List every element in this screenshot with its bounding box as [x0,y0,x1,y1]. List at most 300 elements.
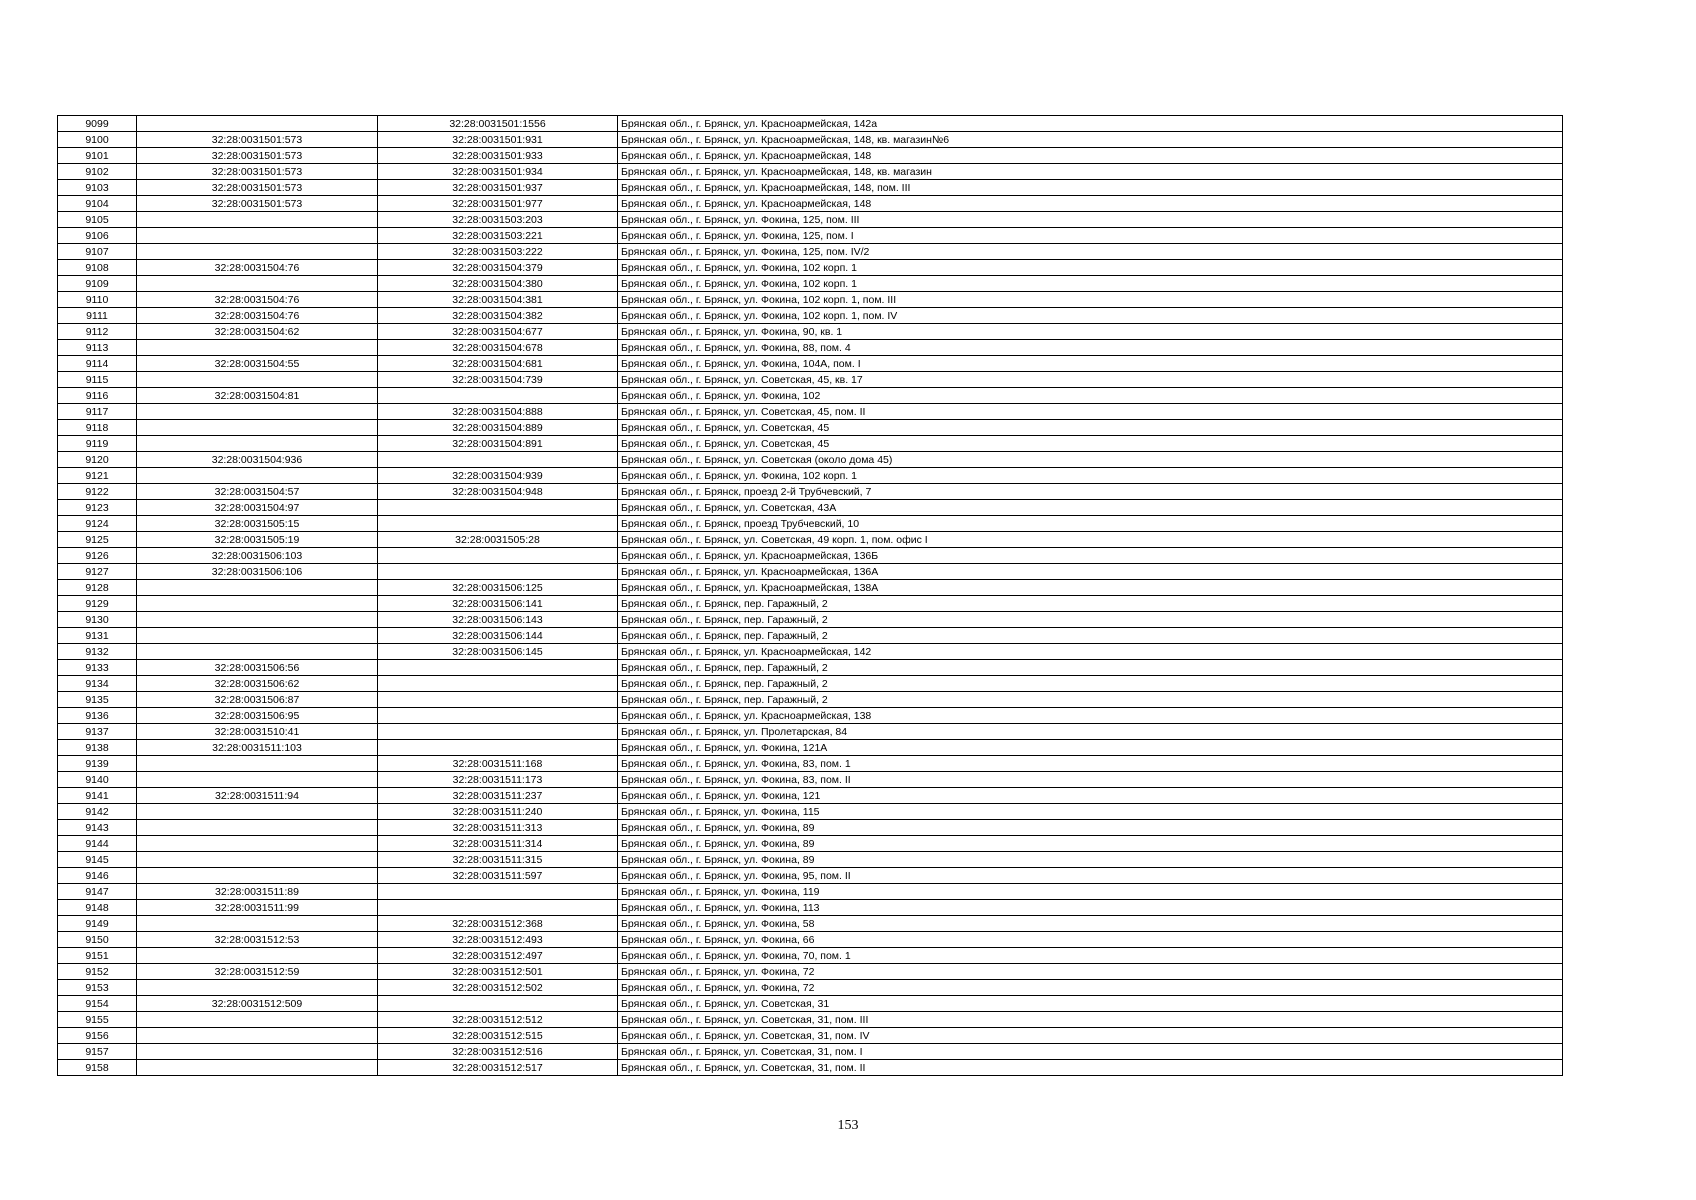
object-cadastral-cell: 32:28:0031511:315 [378,852,618,868]
address-cell: Брянская обл., г. Брянск, ул. Фокина, 90, кв. 1 [618,324,1563,340]
land-plot-cadastral-cell: 32:28:0031506:103 [137,548,378,564]
address-cell: Брянская обл., г. Брянск, ул. Фокина, 95, пом. II [618,868,1563,884]
object-cadastral-cell: 32:28:0031503:222 [378,244,618,260]
address-cell: Брянская обл., г. Брянск, ул. Фокина, 121 [618,788,1563,804]
table-row [58,980,1563,996]
address-cell: Брянская обл., г. Брянск, ул. Фокина, 102 корп. 1 [618,468,1563,484]
row-number-cell: 9119 [58,436,137,452]
row-number-cell: 9149 [58,916,137,932]
row-number-cell: 9108 [58,260,137,276]
land-plot-cadastral-cell: 32:28:0031512:59 [137,964,378,980]
object-cadastral-cell: 32:28:0031501:934 [378,164,618,180]
land-plot-cadastral-cell: 32:28:0031501:573 [137,164,378,180]
land-plot-cadastral-cell: 32:28:0031504:55 [137,356,378,372]
land-plot-cadastral-cell: 32:28:0031504:76 [137,292,378,308]
object-cadastral-cell [378,452,618,468]
row-number-cell: 9137 [58,724,137,740]
land-plot-cadastral-cell [137,772,378,788]
table-row [58,532,1563,548]
table-row [58,996,1563,1012]
address-cell: Брянская обл., г. Брянск, ул. Красноармейская, 136А [618,564,1563,580]
row-number-cell: 9126 [58,548,137,564]
address-cell: Брянская обл., г. Брянск, ул. Фокина, 121А [618,740,1563,756]
table-row [58,756,1563,772]
address-cell: Брянская обл., г. Брянск, ул. Советская, 31, пом. IV [618,1028,1563,1044]
address-cell: Брянская обл., г. Брянск, ул. Красноармейская, 148 [618,196,1563,212]
land-plot-cadastral-cell [137,948,378,964]
row-number-cell: 9099 [58,116,137,132]
table-row [58,1044,1563,1060]
land-plot-cadastral-cell: 32:28:0031512:53 [137,932,378,948]
address-cell: Брянская обл., г. Брянск, ул. Красноармейская, 142 [618,644,1563,660]
object-cadastral-cell: 32:28:0031512:517 [378,1060,618,1076]
address-cell: Брянская обл., г. Брянск, ул. Фокина, 102 корп. 1 [618,276,1563,292]
table-row [58,196,1563,212]
address-cell: Брянская обл., г. Брянск, ул. Красноармейская, 142а [618,116,1563,132]
address-cell: Брянская обл., г. Брянск, ул. Пролетарская, 84 [618,724,1563,740]
row-number-cell: 9157 [58,1044,137,1060]
object-cadastral-cell: 32:28:0031506:141 [378,596,618,612]
table-row [58,180,1563,196]
land-plot-cadastral-cell: 32:28:0031506:56 [137,660,378,676]
object-cadastral-cell: 32:28:0031506:144 [378,628,618,644]
table-row [58,900,1563,916]
object-cadastral-cell: 32:28:0031501:1556 [378,116,618,132]
table-row [58,260,1563,276]
row-number-cell: 9117 [58,404,137,420]
address-cell: Брянская обл., г. Брянск, ул. Фокина, 88, пом. 4 [618,340,1563,356]
row-number-cell: 9100 [58,132,137,148]
object-cadastral-cell: 32:28:0031511:168 [378,756,618,772]
table-row [58,324,1563,340]
table-row [58,548,1563,564]
land-plot-cadastral-cell: 32:28:0031506:95 [137,708,378,724]
row-number-cell: 9109 [58,276,137,292]
table-row [58,596,1563,612]
row-number-cell: 9106 [58,228,137,244]
object-cadastral-cell: 32:28:0031504:739 [378,372,618,388]
row-number-cell: 9148 [58,900,137,916]
row-number-cell: 9152 [58,964,137,980]
row-number-cell: 9122 [58,484,137,500]
address-cell: Брянская обл., г. Брянск, ул. Красноармейская, 148, кв. магазин [618,164,1563,180]
object-cadastral-cell: 32:28:0031504:888 [378,404,618,420]
land-plot-cadastral-cell [137,212,378,228]
land-plot-cadastral-cell [137,836,378,852]
object-cadastral-cell: 32:28:0031504:889 [378,420,618,436]
address-cell: Брянская обл., г. Брянск, ул. Фокина, 58 [618,916,1563,932]
land-plot-cadastral-cell [137,244,378,260]
row-number-cell: 9145 [58,852,137,868]
land-plot-cadastral-cell: 32:28:0031501:573 [137,148,378,164]
row-number-cell: 9141 [58,788,137,804]
row-number-cell: 9135 [58,692,137,708]
land-plot-cadastral-cell [137,116,378,132]
address-cell: Брянская обл., г. Брянск, ул. Советская, 45 [618,436,1563,452]
land-plot-cadastral-cell [137,612,378,628]
address-cell: Брянская обл., г. Брянск, ул. Советская, 45 [618,420,1563,436]
row-number-cell: 9103 [58,180,137,196]
row-number-cell: 9151 [58,948,137,964]
object-cadastral-cell: 32:28:0031512:493 [378,932,618,948]
land-plot-cadastral-cell: 32:28:0031504:81 [137,388,378,404]
row-number-cell: 9139 [58,756,137,772]
row-number-cell: 9105 [58,212,137,228]
address-cell: Брянская обл., г. Брянск, ул. Фокина, 72 [618,964,1563,980]
row-number-cell: 9144 [58,836,137,852]
table-row [58,420,1563,436]
address-cell: Брянская обл., г. Брянск, ул. Фокина, 115 [618,804,1563,820]
address-cell: Брянская обл., г. Брянск, пер. Гаражный, 2 [618,676,1563,692]
land-plot-cadastral-cell: 32:28:0031504:936 [137,452,378,468]
object-cadastral-cell: 32:28:0031504:681 [378,356,618,372]
table-row [58,868,1563,884]
object-cadastral-cell [378,996,618,1012]
table-row [58,276,1563,292]
address-cell: Брянская обл., г. Брянск, ул. Советская (около дома 45) [618,452,1563,468]
land-plot-cadastral-cell [137,436,378,452]
object-cadastral-cell: 32:28:0031506:145 [378,644,618,660]
table-row [58,788,1563,804]
object-cadastral-cell [378,516,618,532]
object-cadastral-cell: 32:28:0031501:933 [378,148,618,164]
row-number-cell: 9111 [58,308,137,324]
address-cell: Брянская обл., г. Брянск, ул. Красноармейская, 138А [618,580,1563,596]
object-cadastral-cell [378,548,618,564]
table-row [58,244,1563,260]
object-cadastral-cell: 32:28:0031505:28 [378,532,618,548]
land-plot-cadastral-cell [137,820,378,836]
table-row [58,468,1563,484]
table-row [58,740,1563,756]
address-cell: Брянская обл., г. Брянск, ул. Фокина, 89 [618,836,1563,852]
land-plot-cadastral-cell: 32:28:0031512:509 [137,996,378,1012]
object-cadastral-cell: 32:28:0031512:502 [378,980,618,996]
table-row [58,484,1563,500]
row-number-cell: 9112 [58,324,137,340]
land-plot-cadastral-cell: 32:28:0031506:106 [137,564,378,580]
address-cell: Брянская обл., г. Брянск, ул. Красноармейская, 136Б [618,548,1563,564]
land-plot-cadastral-cell [137,1012,378,1028]
object-cadastral-cell: 32:28:0031504:381 [378,292,618,308]
address-cell: Брянская обл., г. Брянск, ул. Красноармейская, 148, пом. III [618,180,1563,196]
object-cadastral-cell [378,692,618,708]
land-plot-cadastral-cell [137,596,378,612]
land-plot-cadastral-cell [137,628,378,644]
object-cadastral-cell: 32:28:0031504:379 [378,260,618,276]
object-cadastral-cell: 32:28:0031511:173 [378,772,618,788]
row-number-cell: 9128 [58,580,137,596]
address-cell: Брянская обл., г. Брянск, пер. Гаражный, 2 [618,628,1563,644]
object-cadastral-cell: 32:28:0031506:125 [378,580,618,596]
table-row [58,1028,1563,1044]
land-plot-cadastral-cell [137,916,378,932]
table-row [58,932,1563,948]
land-plot-cadastral-cell: 32:28:0031504:76 [137,308,378,324]
row-number-cell: 9113 [58,340,137,356]
object-cadastral-cell [378,660,618,676]
row-number-cell: 9110 [58,292,137,308]
table-row [58,164,1563,180]
row-number-cell: 9125 [58,532,137,548]
row-number-cell: 9155 [58,1012,137,1028]
object-cadastral-cell: 32:28:0031504:678 [378,340,618,356]
land-plot-cadastral-cell: 32:28:0031504:76 [137,260,378,276]
land-plot-cadastral-cell [137,228,378,244]
object-cadastral-cell [378,740,618,756]
table-row [58,644,1563,660]
land-plot-cadastral-cell [137,804,378,820]
row-number-cell: 9142 [58,804,137,820]
object-cadastral-cell: 32:28:0031511:237 [378,788,618,804]
row-number-cell: 9143 [58,820,137,836]
row-number-cell: 9130 [58,612,137,628]
row-number-cell: 9147 [58,884,137,900]
address-cell: Брянская обл., г. Брянск, пер. Гаражный, 2 [618,660,1563,676]
row-number-cell: 9121 [58,468,137,484]
table-row [58,964,1563,980]
table-row [58,1060,1563,1076]
land-plot-cadastral-cell [137,372,378,388]
table-row [58,308,1563,324]
table-row [58,356,1563,372]
object-cadastral-cell: 32:28:0031511:240 [378,804,618,820]
land-plot-cadastral-cell: 32:28:0031505:15 [137,516,378,532]
land-plot-cadastral-cell: 32:28:0031510:41 [137,724,378,740]
address-cell: Брянская обл., г. Брянск, ул. Советская, 43А [618,500,1563,516]
table-row [58,404,1563,420]
table-row [58,836,1563,852]
table-row [58,564,1563,580]
land-plot-cadastral-cell [137,276,378,292]
address-cell: Брянская обл., г. Брянск, ул. Советская, 31, пом. II [618,1060,1563,1076]
object-cadastral-cell: 32:28:0031504:939 [378,468,618,484]
address-cell: Брянская обл., г. Брянск, ул. Фокина, 70, пом. 1 [618,948,1563,964]
address-cell: Брянская обл., г. Брянск, ул. Фокина, 113 [618,900,1563,916]
table-row [58,660,1563,676]
land-plot-cadastral-cell [137,340,378,356]
address-cell: Брянская обл., г. Брянск, пер. Гаражный, 2 [618,692,1563,708]
address-cell: Брянская обл., г. Брянск, ул. Красноармейская, 138 [618,708,1563,724]
land-plot-cadastral-cell: 32:28:0031501:573 [137,132,378,148]
object-cadastral-cell [378,676,618,692]
row-number-cell: 9156 [58,1028,137,1044]
address-cell: Брянская обл., г. Брянск, ул. Фокина, 125, пом. III [618,212,1563,228]
object-cadastral-cell: 32:28:0031504:891 [378,436,618,452]
table-row [58,372,1563,388]
land-plot-cadastral-cell [137,580,378,596]
table-row [58,948,1563,964]
table-row [58,388,1563,404]
row-number-cell: 9146 [58,868,137,884]
address-cell: Брянская обл., г. Брянск, проезд Трубчевский, 10 [618,516,1563,532]
table-row [58,820,1563,836]
row-number-cell: 9102 [58,164,137,180]
object-cadastral-cell: 32:28:0031511:314 [378,836,618,852]
table-row [58,804,1563,820]
address-cell: Брянская обл., г. Брянск, ул. Фокина, 83, пом. 1 [618,756,1563,772]
row-number-cell: 9138 [58,740,137,756]
land-plot-cadastral-cell [137,468,378,484]
object-cadastral-cell [378,500,618,516]
registry-table [57,115,1563,1076]
table-row [58,916,1563,932]
land-plot-cadastral-cell: 32:28:0031511:99 [137,900,378,916]
land-plot-cadastral-cell: 32:28:0031511:94 [137,788,378,804]
object-cadastral-cell: 32:28:0031503:203 [378,212,618,228]
table-row [58,612,1563,628]
table-row [58,884,1563,900]
row-number-cell: 9131 [58,628,137,644]
table-row [58,212,1563,228]
address-cell: Брянская обл., г. Брянск, ул. Фокина, 89 [618,852,1563,868]
object-cadastral-cell: 32:28:0031511:313 [378,820,618,836]
object-cadastral-cell [378,708,618,724]
object-cadastral-cell: 32:28:0031504:948 [378,484,618,500]
table-row [58,116,1563,132]
table-row [58,692,1563,708]
object-cadastral-cell [378,388,618,404]
object-cadastral-cell: 32:28:0031503:221 [378,228,618,244]
address-cell: Брянская обл., г. Брянск, ул. Красноармейская, 148 [618,148,1563,164]
table-row [58,148,1563,164]
object-cadastral-cell: 32:28:0031501:937 [378,180,618,196]
row-number-cell: 9150 [58,932,137,948]
registry-table-body [58,116,1563,1076]
land-plot-cadastral-cell [137,1060,378,1076]
row-number-cell: 9134 [58,676,137,692]
table-row [58,1012,1563,1028]
object-cadastral-cell: 32:28:0031512:501 [378,964,618,980]
address-cell: Брянская обл., г. Брянск, ул. Фокина, 89 [618,820,1563,836]
table-row [58,132,1563,148]
row-number-cell: 9154 [58,996,137,1012]
land-plot-cadastral-cell: 32:28:0031511:89 [137,884,378,900]
address-cell: Брянская обл., г. Брянск, ул. Фокина, 102 корп. 1, пом. III [618,292,1563,308]
object-cadastral-cell [378,564,618,580]
address-cell: Брянская обл., г. Брянск, проезд 2-й Трубчевский, 7 [618,484,1563,500]
land-plot-cadastral-cell [137,644,378,660]
row-number-cell: 9140 [58,772,137,788]
row-number-cell: 9116 [58,388,137,404]
row-number-cell: 9133 [58,660,137,676]
row-number-cell: 9120 [58,452,137,468]
row-number-cell: 9136 [58,708,137,724]
object-cadastral-cell: 32:28:0031504:380 [378,276,618,292]
land-plot-cadastral-cell: 32:28:0031504:57 [137,484,378,500]
row-number-cell: 9123 [58,500,137,516]
table-row [58,340,1563,356]
table-row [58,500,1563,516]
object-cadastral-cell: 32:28:0031504:382 [378,308,618,324]
land-plot-cadastral-cell: 32:28:0031506:87 [137,692,378,708]
table-row [58,292,1563,308]
object-cadastral-cell [378,900,618,916]
address-cell: Брянская обл., г. Брянск, ул. Фокина, 125, пом. I [618,228,1563,244]
address-cell: Брянская обл., г. Брянск, ул. Фокина, 125, пом. IV/2 [618,244,1563,260]
row-number-cell: 9107 [58,244,137,260]
row-number-cell: 9124 [58,516,137,532]
land-plot-cadastral-cell: 32:28:0031506:62 [137,676,378,692]
address-cell: Брянская обл., г. Брянск, ул. Фокина, 104А, пом. I [618,356,1563,372]
row-number-cell: 9158 [58,1060,137,1076]
land-plot-cadastral-cell: 32:28:0031501:573 [137,196,378,212]
object-cadastral-cell: 32:28:0031501:931 [378,132,618,148]
row-number-cell: 9115 [58,372,137,388]
table-row [58,228,1563,244]
table-row [58,772,1563,788]
row-number-cell: 9132 [58,644,137,660]
table-row [58,852,1563,868]
land-plot-cadastral-cell: 32:28:0031501:573 [137,180,378,196]
table-row [58,628,1563,644]
address-cell: Брянская обл., г. Брянск, пер. Гаражный, 2 [618,612,1563,628]
address-cell: Брянская обл., г. Брянск, ул. Советская, 49 корп. 1, пом. офис I [618,532,1563,548]
row-number-cell: 9118 [58,420,137,436]
address-cell: Брянская обл., г. Брянск, ул. Фокина, 102 корп. 1, пом. IV [618,308,1563,324]
table-row [58,452,1563,468]
object-cadastral-cell: 32:28:0031501:977 [378,196,618,212]
object-cadastral-cell: 32:28:0031512:497 [378,948,618,964]
land-plot-cadastral-cell: 32:28:0031505:19 [137,532,378,548]
row-number-cell: 9153 [58,980,137,996]
object-cadastral-cell: 32:28:0031504:677 [378,324,618,340]
object-cadastral-cell [378,884,618,900]
page-number: 153 [837,1118,859,1133]
land-plot-cadastral-cell [137,1028,378,1044]
land-plot-cadastral-cell [137,1044,378,1060]
land-plot-cadastral-cell: 32:28:0031504:97 [137,500,378,516]
object-cadastral-cell: 32:28:0031512:515 [378,1028,618,1044]
object-cadastral-cell [378,724,618,740]
address-cell: Брянская обл., г. Брянск, пер. Гаражный, 2 [618,596,1563,612]
land-plot-cadastral-cell [137,756,378,772]
land-plot-cadastral-cell [137,404,378,420]
address-cell: Брянская обл., г. Брянск, ул. Советская, 45, пом. II [618,404,1563,420]
object-cadastral-cell: 32:28:0031506:143 [378,612,618,628]
address-cell: Брянская обл., г. Брянск, ул. Фокина, 83, пом. II [618,772,1563,788]
land-plot-cadastral-cell [137,852,378,868]
table-row [58,724,1563,740]
row-number-cell: 9127 [58,564,137,580]
object-cadastral-cell: 32:28:0031512:512 [378,1012,618,1028]
address-cell: Брянская обл., г. Брянск, ул. Советская, 45, кв. 17 [618,372,1563,388]
table-row [58,580,1563,596]
address-cell: Брянская обл., г. Брянск, ул. Фокина, 102 [618,388,1563,404]
row-number-cell: 9101 [58,148,137,164]
address-cell: Брянская обл., г. Брянск, ул. Фокина, 66 [618,932,1563,948]
land-plot-cadastral-cell [137,420,378,436]
table-row [58,436,1563,452]
address-cell: Брянская обл., г. Брянск, ул. Советская, 31, пом. I [618,1044,1563,1060]
address-cell: Брянская обл., г. Брянск, ул. Фокина, 119 [618,884,1563,900]
object-cadastral-cell: 32:28:0031512:368 [378,916,618,932]
land-plot-cadastral-cell [137,868,378,884]
table-row [58,516,1563,532]
land-plot-cadastral-cell: 32:28:0031504:62 [137,324,378,340]
address-cell: Брянская обл., г. Брянск, ул. Советская, 31 [618,996,1563,1012]
address-cell: Брянская обл., г. Брянск, ул. Фокина, 72 [618,980,1563,996]
address-cell: Брянская обл., г. Брянск, ул. Советская, 31, пом. III [618,1012,1563,1028]
object-cadastral-cell: 32:28:0031512:516 [378,1044,618,1060]
table-row [58,676,1563,692]
address-cell: Брянская обл., г. Брянск, ул. Фокина, 102 корп. 1 [618,260,1563,276]
row-number-cell: 9104 [58,196,137,212]
object-cadastral-cell: 32:28:0031511:597 [378,868,618,884]
row-number-cell: 9129 [58,596,137,612]
land-plot-cadastral-cell [137,980,378,996]
address-cell: Брянская обл., г. Брянск, ул. Красноармейская, 148, кв. магазин№6 [618,132,1563,148]
